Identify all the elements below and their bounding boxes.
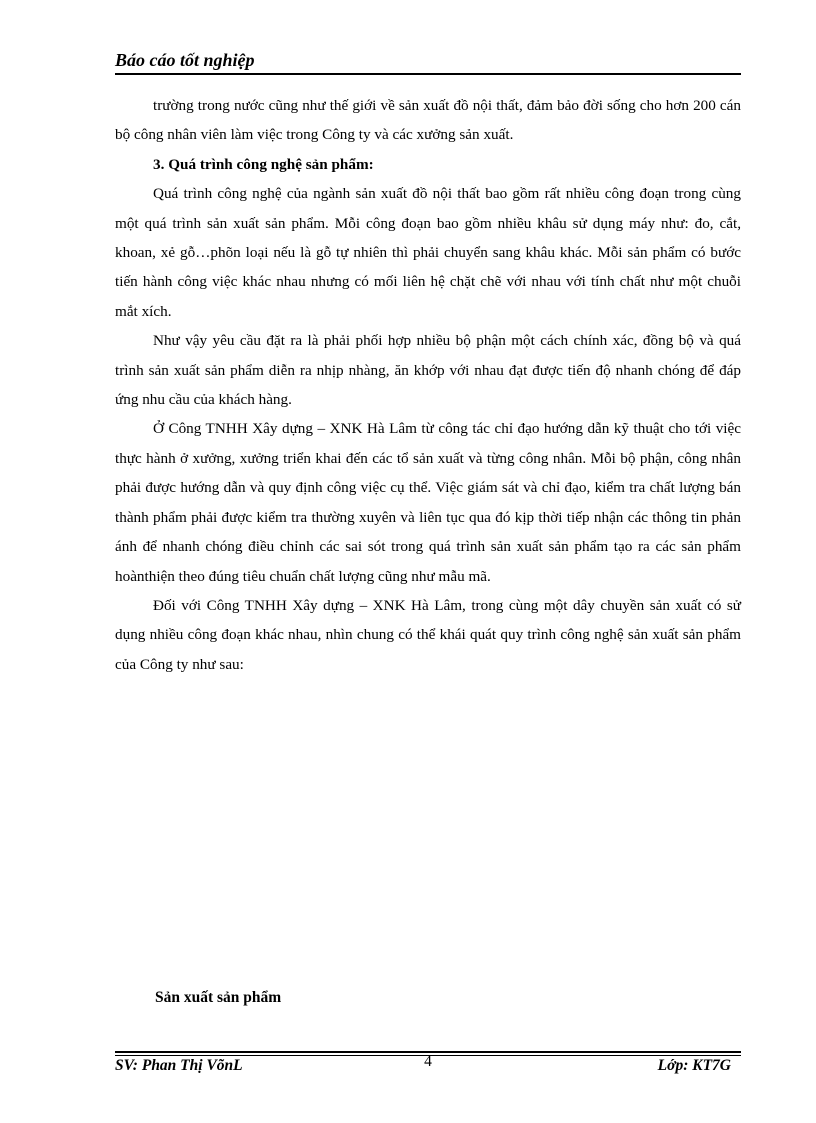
page-header-title: Báo cáo tốt nghiệp xyxy=(115,50,255,70)
page-number: 4 xyxy=(424,1053,432,1070)
paragraph-continuation: trường trong nước cũng như thế giới về sản xuất đồ nội thất, đảm bảo đời sống cho hơn 200 cán bộ công nhân viên làm việc trong Công ty và các xưởng sản xuất. xyxy=(115,97,741,144)
section-heading: 3. Quá trình công nghệ sản phẩm: xyxy=(153,155,374,173)
paragraph: Như vậy yêu cầu đặt ra là phải phối hợp nhiều bộ phận một cách chính xác, đồng bộ và quá trình sản xuất sản phẩm diễn ra nhịp nhàng, ăn khớp với nhau đạt được tiến độ nhanh chóng để đáp ứng nhu cầu của khách hàng. xyxy=(115,332,741,409)
footer-student: SV: Phan Thị VõnL xyxy=(115,1057,243,1074)
paragraph: Quá trình công nghệ của ngành sản xuất đồ nội thất bao gồm rất nhiều công đoạn trong cùng một quá trình sản xuất sản phẩm. Mỗi công đoạn bao gồm nhiều khâu sử dụng máy như: đo, cắt, khoan, xẻ gỗ…phõn loại nếu là gỗ tự nhiên thì phải chuyển sang khâu khác. Mỗi sản phẩm có bước tiến hành công việc khác nhau nhưng có mối liên hệ chặt chẽ với nhau với tính chất như một chuỗi mắt xích. xyxy=(115,185,741,320)
page-footer xyxy=(115,1053,741,1081)
body-text xyxy=(115,91,741,679)
paragraph: Đối với Công TNHH Xây dựng – XNK Hà Lâm, trong cùng một dây chuyền sản xuất có sử dụng nhiều công đoạn khác nhau, nhìn chung có thể khái quát quy trình công nghệ sản xuất sản phẩm của Công ty như sau: xyxy=(115,596,741,673)
header-rule xyxy=(115,73,741,75)
footer-class: Lớp: KT7G xyxy=(657,1057,731,1074)
paragraph: Ở Công TNHH Xây dựng – XNK Hà Lâm từ công tác chỉ đạo hướng dẫn kỹ thuật cho tới việc thực hành ở xưởng, xưởng triển khai đến các tổ sản xuất và từng công nhân. Mỗi bộ phận, công nhân phải được hướng dẫn và quy định công việc cụ thể. Việc giám sát và chỉ đạo, kiểm tra chất lượng bán thành phẩm phải được kiểm tra thường xuyên và liên tục qua đó kịp thời tiếp nhận các thông tin phản ánh để nhanh chóng điều chỉnh các sai sót trong quá trình sản xuất sản phẩm tạo ra các sản phẩm hoànthiện theo đúng tiêu chuẩn chất lượng cũng như mẫu mã. xyxy=(115,420,741,585)
diagram-caption: Sản xuất sản phẩm xyxy=(155,989,282,1006)
